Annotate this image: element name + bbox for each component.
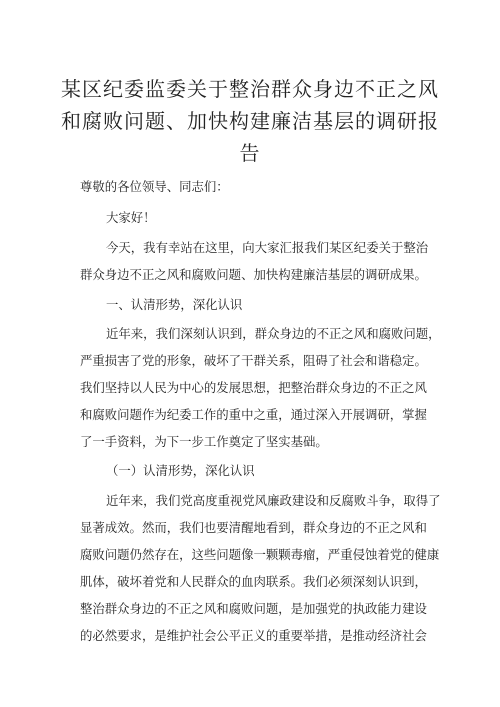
body-line: 近年来，我们深刻认识到，群众身边的不正之风和腐败问题，	[106, 326, 441, 341]
document-title-line-3: 告	[239, 141, 261, 165]
body-line: 群众身边不正之风和腐败问题、加快构建廉洁基层的调研成果。	[80, 267, 427, 282]
document-title-line-2: 和腐败问题、加快构建廉洁基层的调研报	[61, 109, 439, 133]
body-line: 显著成效。然而，我们也要清醒地看到，群众身边的不正之风和	[80, 520, 427, 535]
body-line: 的必然要求，是维护社会公平正义的重要举措，是推动经济社会	[80, 628, 427, 643]
subsection-heading: （一）认清形势，深化认识	[106, 463, 255, 478]
section-heading: 一、认清形势，深化认识	[106, 297, 243, 312]
body-line: 严重损害了党的形象，破坏了干群关系，阻碍了社会和谐稳定。	[80, 353, 427, 368]
body-line: 近年来，我们党高度重视党风廉政建设和反腐败斗争，取得了	[106, 493, 441, 508]
body-line: 腐败问题仍然存在，这些问题像一颗颗毒瘤，严重侵蚀着党的健康	[80, 547, 440, 562]
body-line: 和腐败问题作为纪委工作的重中之重，通过深入开展调研，掌握	[80, 407, 427, 422]
body-line: 肌体，破坏着党和人民群众的血肉联系。我们必须深刻认识到，	[80, 574, 427, 589]
body-line: 今天，我有幸站在这里，向大家汇报我们某区纪委关于整治	[106, 240, 429, 255]
salutation: 尊敬的各位领导、同志们：	[80, 179, 229, 194]
document-title-line-1: 某区纪委监委关于整治群众身边不正之风	[61, 77, 439, 101]
body-line: 我们坚持以人民为中心的发展思想，把整治群众身边的不正之风	[80, 380, 427, 395]
body-line: 了一手资料，为下一步工作奠定了坚实基础。	[80, 434, 328, 449]
greeting: 大家好！	[106, 210, 156, 225]
body-line: 整治群众身边的不正之风和腐败问题，是加强党的执政能力建设	[80, 601, 427, 616]
